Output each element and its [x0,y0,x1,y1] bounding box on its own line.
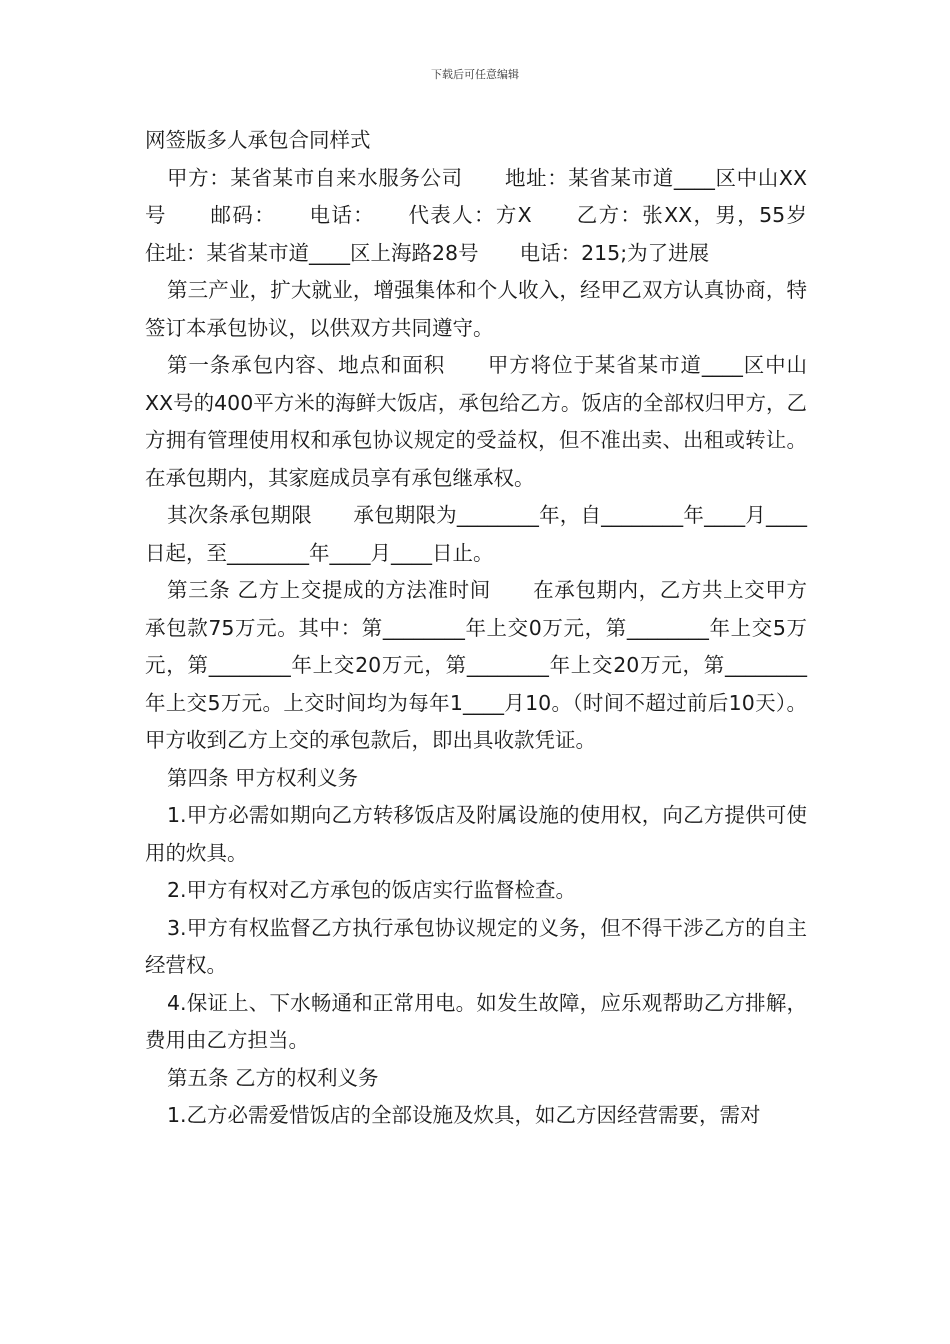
document-title: 网签版多人承包合同样式 [145,128,371,152]
list-item: 1.甲方必需如期向乙方转移饭店及附属设施的使用权，向乙方提供可使用的炊具。 [145,803,807,865]
paragraph-purpose: 第三产业，扩大就业，增强集体和个人收入，经甲乙双方认真协商，特签订本承包协议，以供双方共同遵守。 [145,278,807,340]
list-item: 3.甲方有权监督乙方执行承包协议规定的义务，但不得干涉乙方的自主经营权。 [145,915,807,977]
list-item: 2.甲方有权对乙方承包的饭店实行监督检查。 [167,878,577,902]
list-item: 1.乙方必需爱惜饭店的全部设施及炊具，如乙方因经营需要，需对 [167,1103,761,1127]
list-item: 4.保证上、下水畅通和正常用电。如发生故障，应乐观帮助乙方排解，费用由乙方担当。 [145,990,807,1052]
page-header: 下载后可任意编辑 [431,68,519,81]
paragraph-article-3: 第三条 乙方上交提成的方法准时间 在承包期内，乙方共上交甲方承包款75万元。其中：第________年上交0万元，第________年上交5万元，第________年上交20万元，第________年上交20万元，第________年上交5万元。上交时间均为每年1____月10。（时间不超过前后10天）。甲方收到乙方上交的承包款后，即出具收款凭证。 [145,578,807,752]
document-body [145,122,848,1135]
heading-article-5: 第五条 乙方的权利义务 [167,1065,379,1090]
heading-article-4: 第四条 甲方权利义务 [167,765,359,790]
paragraph-parties: 甲方：某省某市自来水服务公司 地址：某省某市道____区中山XX号 邮码： 电话： 代表人：方X 乙方：张XX，男，55岁 住址：某省某市道____区上海路28号 电话：215;为了进展 [145,165,848,265]
paragraph-article-2: 其次条承包期限 承包期限为________年，自________年____月____日起，至________年____月____日止。 [145,503,807,565]
paragraph-article-1: 第一条承包内容、地点和面积 甲方将位于某省某市道____区中山XX号的400平方米的海鲜大饭店，承包给乙方。饭店的全部权归甲方，乙方拥有管理使用权和承包协议规定的受益权，但不准出卖、出租或转让。在承包期内，其家庭成员享有承包继承权。 [145,353,807,490]
